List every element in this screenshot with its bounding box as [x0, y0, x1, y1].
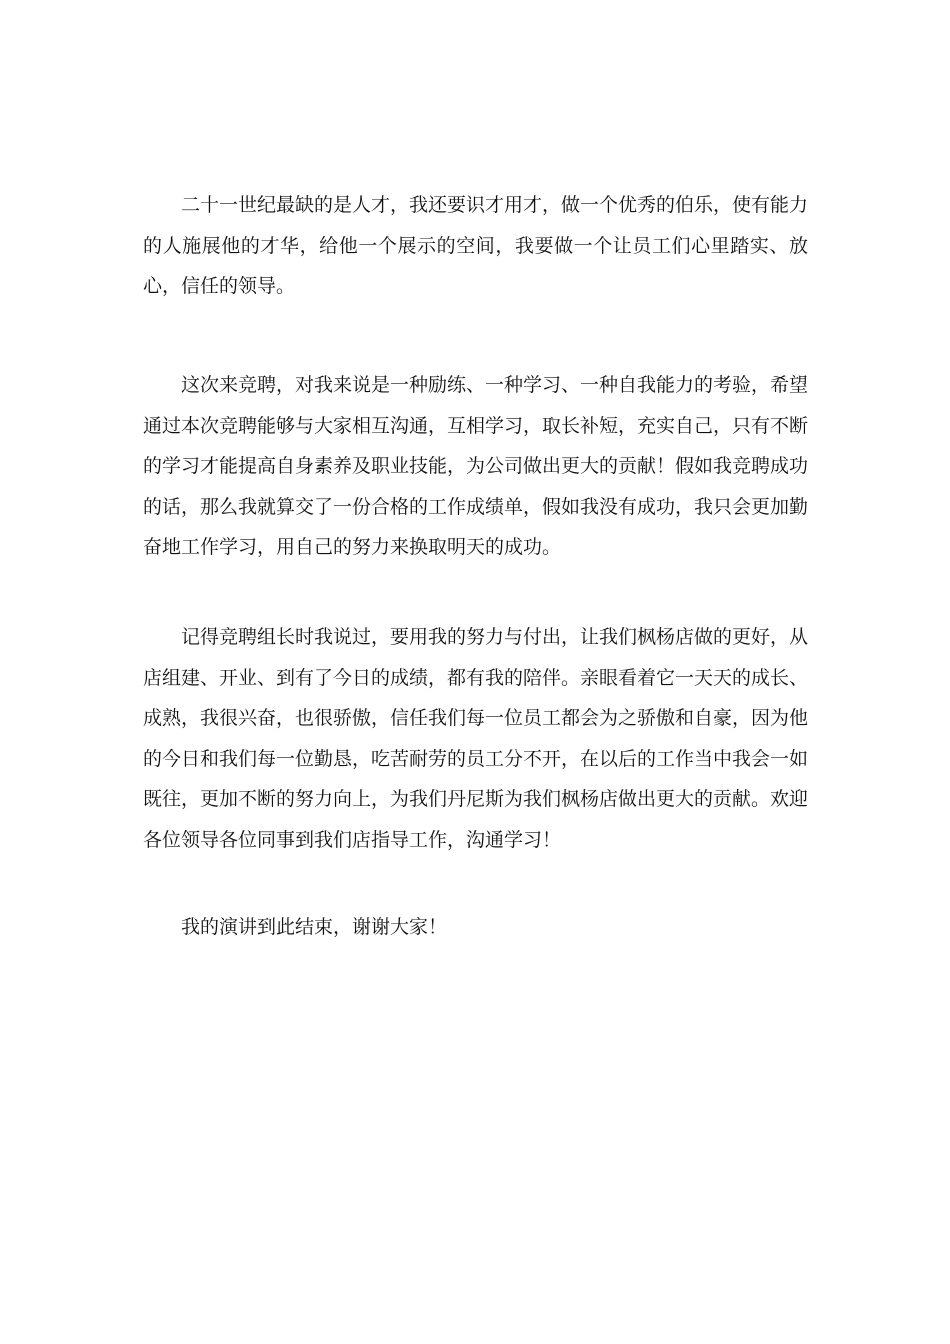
- paragraph-store-history: 记得竞聘组长时我说过，要用我的努力与付出，让我们枫杨店做的更好，从店组建、开业、到有了今日的成绩，都有我的陪伴。亲眼看着它一天天的成长、成熟，我很兴奋，也很骄傲，信任我们每一位员工都会为之骄傲和自豪，因为他的今日和我们每一位勤恳，吃苦耐劳的员工分不开，在以后的工作当中我会一如既往，更加不断的努力向上，为我们丹尼斯为我们枫杨店做出更大的贡献。欢迎各位领导各位同事到我们店指导工作，沟通学习！: [143, 626, 809, 851]
- paragraph-talent: 二十一世纪最缺的是人才，我还要识才用才，做一个优秀的伯乐，使有能力的人施展他的才华，给他一个展示的空间，我要做一个让员工们心里踏实、放心，信任的领导。: [143, 194, 809, 297]
- paragraph-closing: 我的演讲到此结束，谢谢大家！: [181, 916, 448, 938]
- paragraph-competition: 这次来竞聘，对我来说是一种励练、一种学习、一种自我能力的考验，希望通过本次竞聘能够与大家相互沟通，互相学习，取长补短，充实自己，只有不断的学习才能提高自身素养及职业技能，为公司做出更大的贡献！假如我竞聘成功的话，那么我就算交了一份合格的工作成绩单，假如我没有成功，我只会更加勤奋地工作学习，用自己的努力来换取明天的成功。: [143, 374, 809, 558]
